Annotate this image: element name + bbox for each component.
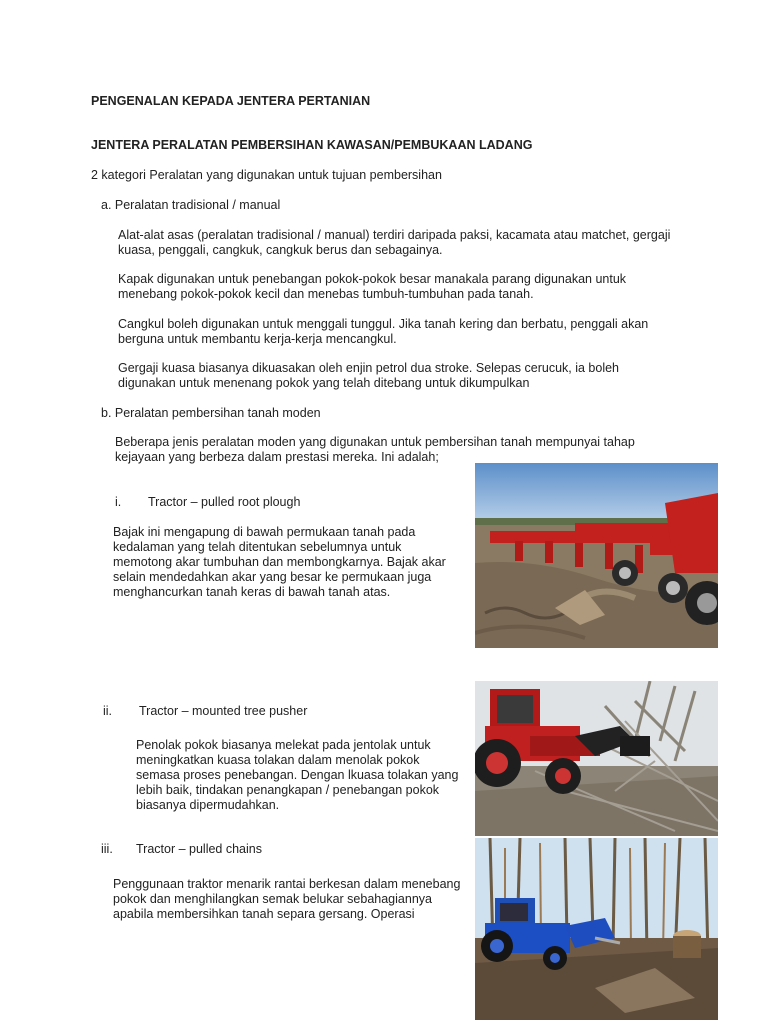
section-a-para-3 [118, 317, 648, 347]
section-b-intro [115, 435, 635, 465]
item-3-description [113, 877, 460, 922]
para-line: digunakan untuk menenang pokok yang telah ditebang untuk dikumpulkan [118, 376, 530, 390]
root-plough-photo [475, 463, 718, 648]
para-line: Penolak pokok biasanya melekat pada jentolak untuk [136, 738, 431, 752]
para-line: Cangkul boleh digunakan untuk menggali tunggul. Jika tanah kering dan berbatu, penggali akan [118, 317, 649, 331]
item-1-number: i. [115, 495, 122, 509]
para-line: lebih baik, tindakan penangkapan / penebangan pokok [136, 783, 440, 797]
section-a-heading: a. Peralatan tradisional / manual [101, 198, 281, 212]
para-line: Kapak digunakan untuk penebangan pokok-pokok besar manakala parang digunakan untuk [118, 272, 627, 286]
para-line: apabila membersihkan tanah separa gersang. Operasi [113, 907, 415, 921]
intro-text: 2 kategori Peralatan yang digunakan untuk tujuan pembersihan [91, 168, 442, 182]
para-line: meningkatkan kuasa tolakan dalam menolak pokok [136, 753, 420, 767]
item-1-title: Tractor – pulled root plough [148, 495, 301, 509]
para-line: berguna untuk membantu kerja-kerja mencangkul. [118, 332, 397, 346]
para-line: memotong akar tumbuhan dan membongkarnya. Bajak akar [113, 555, 446, 569]
para-line: kejayaan yang berbeza dalam prestasi mereka. Ini adalah; [115, 450, 439, 464]
tree-pusher-photo [475, 681, 718, 836]
para-line: Gergaji kuasa biasanya dikuasakan oleh enjin petrol dua stroke. Selepas cerucuk, ia boleh [118, 361, 620, 375]
section-subtitle: JENTERA PERALATAN PEMBERSIHAN KAWASAN/PEMBUKAAN LADANG [91, 138, 533, 152]
section-a-para-2 [118, 272, 626, 302]
para-line: semasa proses penebangan. Dengan lkuasa tolakan yang [136, 768, 459, 782]
item-2-description [136, 738, 458, 813]
para-line: pokok dan menghilangkan semak belukar sebahagiannya [113, 892, 432, 906]
para-line: Bajak ini mengapung di bawah permukaan tanah pada [113, 525, 416, 539]
para-line: menghancurkan tanah keras di bawah tanah atas. [113, 585, 391, 599]
pulled-chains-photo [475, 838, 718, 1020]
item-2-number: ii. [103, 704, 113, 718]
section-a-para-4 [118, 361, 619, 391]
para-line: kedalaman yang telah ditentukan sebelumnya untuk [113, 540, 402, 554]
item-3-title: Tractor – pulled chains [136, 842, 262, 856]
item-3-number: iii. [101, 842, 113, 856]
para-line: Penggunaan traktor menarik rantai berkesan dalam menebang [113, 877, 461, 891]
section-b-heading: b. Peralatan pembersihan tanah moden [101, 406, 321, 420]
para-line: kuasa, penggali, cangkuk, cangkuk berus dan sebagainya. [118, 243, 443, 257]
para-line: selain mendedahkan akar yang besar ke permukaan juga [113, 570, 432, 584]
para-line: menebang pokok-pokok kecil dan menebas tumbuh-tumbuhan pada tanah. [118, 287, 534, 301]
item-2-title: Tractor – mounted tree pusher [139, 704, 308, 718]
para-line: Beberapa jenis peralatan moden yang digunakan untuk pembersihan tanah mempunyai tahap [115, 435, 635, 449]
section-a-para-1 [118, 228, 670, 258]
para-line: biasanya dipermudahkan. [136, 798, 280, 812]
page-title: PENGENALAN KEPADA JENTERA PERTANIAN [91, 94, 371, 108]
para-line: Alat-alat asas (peralatan tradisional / manual) terdiri daripada paksi, kacamata atau matchet, gergaji [118, 228, 671, 242]
item-1-description [113, 525, 446, 600]
